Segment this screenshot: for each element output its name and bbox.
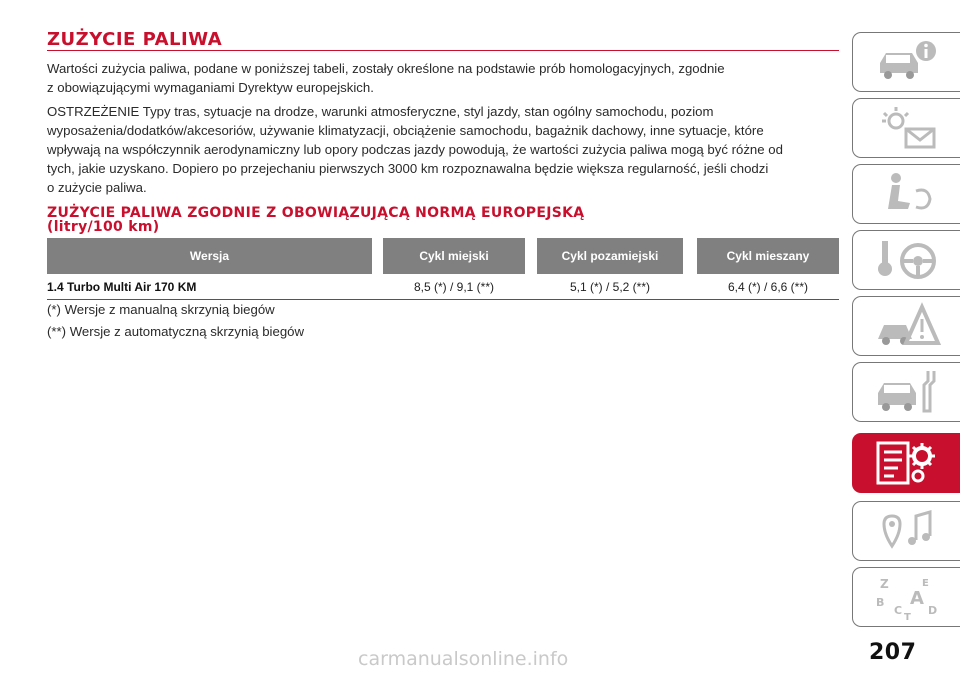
- column-header-urban: Cykl miejski: [383, 238, 525, 274]
- intro-paragraph: [47, 59, 839, 97]
- column-header-combined: Cykl mieszany: [697, 238, 839, 274]
- table-title-line: ZUŻYCIE PALIWA ZGODNIE Z OBOWIĄZUJĄCĄ NORMĄ EUROPEJSKĄ: [47, 205, 585, 221]
- index-letter: Z: [879, 577, 889, 591]
- title-divider: [47, 50, 839, 51]
- sidebar-tab-car-info[interactable]: [852, 32, 960, 92]
- warning-line: o zużycie paliwa.: [47, 180, 147, 195]
- warning-line: OSTRZEŻENIE Typy tras, sytuacje na drodze, warunki atmosferyczne, styl jazdy, stan ogólny samochodu, poziom: [47, 104, 714, 119]
- sidebar-tab-safety[interactable]: [852, 164, 960, 224]
- index-letter: A: [909, 588, 924, 609]
- warning-paragraph: [47, 102, 839, 197]
- car-info-icon: [872, 37, 942, 87]
- watermark: carmanualsonline.info: [358, 648, 569, 670]
- seat-airbag-icon: [872, 169, 942, 219]
- column-header-extra-urban: Cykl pozamiejski: [537, 238, 683, 274]
- alphabetical-index-icon: [872, 572, 942, 622]
- table-title: [47, 206, 584, 234]
- table-title-unit: (litry/100 km): [47, 219, 160, 235]
- sidebar-tab-index[interactable]: [852, 567, 960, 627]
- table-row: [47, 274, 839, 300]
- cell-version: 1.4 Turbo Multi Air 170 KM: [47, 279, 197, 294]
- page-number: 207: [869, 640, 917, 665]
- intro-line: Wartości zużycia paliwa, podane w poniższej tabeli, zostały określone na podstawie prób homologacyjnych, zgodnie: [47, 61, 725, 76]
- index-letter: T: [903, 612, 911, 622]
- column-header-version: Wersja: [47, 238, 372, 274]
- footnote-automatic: (**) Wersje z automatyczną skrzynią biegów: [47, 324, 305, 339]
- dashboard-warning-lights-icon: [872, 103, 942, 153]
- warning-line: wpływają na współczynnik aerodynamiczny lub opory podczas jazdy powodują, że wartości zużycia paliwa mogą być różne od: [47, 142, 783, 157]
- sidebar-tab-maintenance[interactable]: [852, 362, 960, 422]
- key-steering-wheel-icon: [872, 235, 942, 285]
- technical-data-gear-icon: [872, 438, 942, 488]
- index-letter: E: [921, 578, 929, 589]
- sidebar-tab-emergency[interactable]: [852, 296, 960, 356]
- emergency-warning-triangle-icon: [872, 301, 942, 351]
- warning-line: wyposażenia/dodatków/akcesoriów, używanie klimatyzacji, obciążenie samochodu, bagażnik dachowy, inne sytuacje, które: [47, 123, 764, 138]
- index-letter: D: [927, 604, 937, 617]
- index-letter: C: [893, 604, 902, 617]
- index-letter: B: [875, 596, 884, 609]
- cell-combined: 6,4 (*) / 6,6 (**): [727, 279, 809, 294]
- table-header: [47, 238, 839, 274]
- warning-line: tych, jakie uzyskano. Dopiero po przejechaniu pierwszych 3000 km rozpoznawalna będzie większa regularność, jeśli chodzi: [47, 161, 769, 176]
- intro-line: z obowiązującymi wymaganiami Dyrektyw europejskich.: [47, 80, 374, 95]
- multimedia-music-icon: [872, 506, 942, 556]
- fuel-consumption-table: [47, 238, 839, 300]
- cell-extra-urban: 5,1 (*) / 5,2 (**): [569, 279, 651, 294]
- cell-urban: 8,5 (*) / 9,1 (**): [413, 279, 495, 294]
- sidebar-tab-multimedia[interactable]: [852, 501, 960, 561]
- sidebar-tab-technical-data[interactable]: [852, 433, 960, 493]
- sidebar-tab-dashboard[interactable]: [852, 98, 960, 158]
- section-title: ZUŻYCIE PALIWA: [47, 29, 223, 50]
- footnote-manual: (*) Wersje z manualną skrzynią biegów: [47, 302, 275, 317]
- sidebar-tab-starting-driving[interactable]: [852, 230, 960, 290]
- car-maintenance-wrench-icon: [872, 367, 942, 417]
